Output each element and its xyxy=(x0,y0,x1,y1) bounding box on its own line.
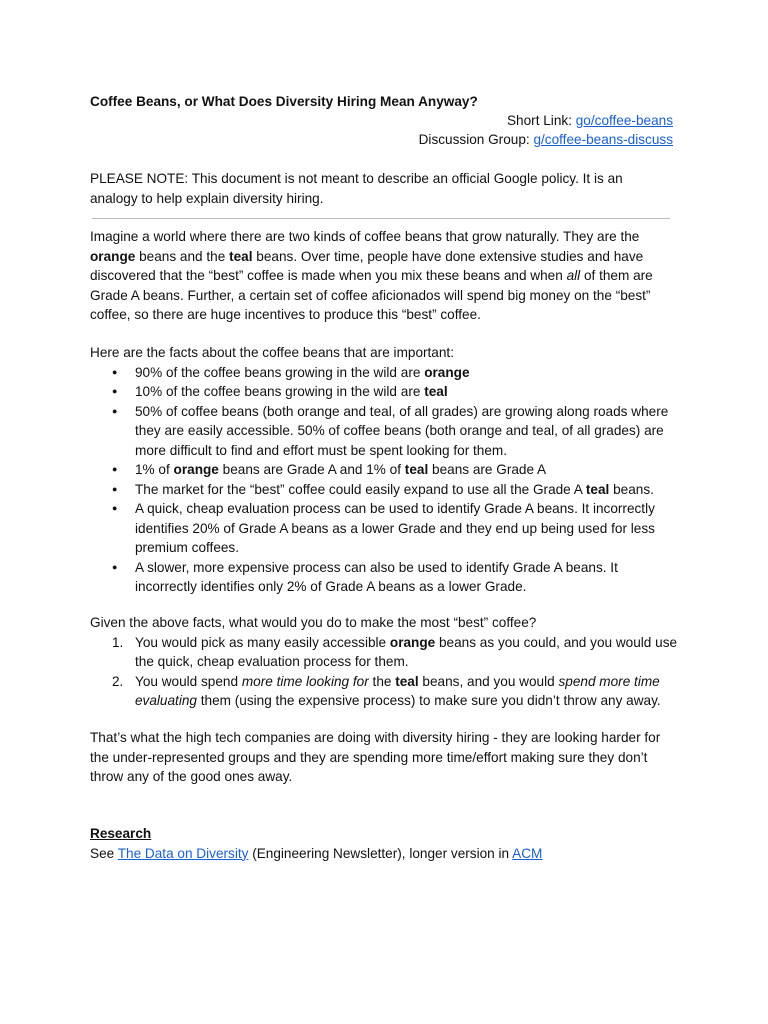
research-text: (Engineering Newsletter), longer version in xyxy=(248,845,513,861)
facts-section xyxy=(90,343,680,597)
fact-text: 50% of coffee beans (both orange and teal, of all grades) are growing along roads where they are easily accessible. 50% of coffee beans (both orange and teal, of all grades) are more difficult to find and effort must be spent looking for them. xyxy=(135,403,669,458)
step-text: beans, and you would xyxy=(418,673,559,689)
intro-text: of them are Grade A beans. Further, a certain set of coffee aficionados will spend big money on the “best” coffee, so there are huge incentives to produce this “best” coffee. xyxy=(90,268,653,322)
bullet-icon: ● xyxy=(112,503,118,513)
intro-paragraph xyxy=(90,227,680,325)
research-heading: Research xyxy=(90,826,152,841)
policy-note-line-1: PLEASE NOTE: This document is not meant to describe an official Google policy. It is an xyxy=(90,171,623,186)
step-text: beans as you could, and you would use the quick, cheap evaluation process for them. xyxy=(135,634,678,669)
intro-text: beans. Over time, people have done extensive studies and have discovered that the “best” coffee is made when you mix these beans and when xyxy=(90,248,644,283)
data-on-diversity-link[interactable]: The Data on Diversity xyxy=(117,845,249,861)
short-link-label: Short Link: xyxy=(506,113,576,128)
fact-text: A quick, cheap evaluation process can be used to identify Grade A beans. It incorrectly identifies 20% of Grade A beans as a lower Grade and they end up being used for less premium coffees. xyxy=(135,501,655,555)
list-item xyxy=(90,558,680,597)
steps-list xyxy=(90,633,680,711)
research-section xyxy=(90,824,680,863)
step-italic: spend more time evaluating xyxy=(135,673,660,708)
bullet-icon: ● xyxy=(112,405,118,416)
research-line xyxy=(90,844,680,864)
list-item xyxy=(90,382,680,402)
bullet-icon: ● xyxy=(112,483,118,494)
discussion-group-link[interactable]: g/coffee-beans-discuss xyxy=(533,132,673,147)
fact-bold: teal xyxy=(424,384,448,399)
bullet-icon: ● xyxy=(112,561,118,572)
fact-text: 1% of xyxy=(135,462,174,477)
fact-text: 10% of the coffee beans growing in the wild are xyxy=(135,384,425,399)
list-item xyxy=(90,460,680,480)
step-text: You would spend xyxy=(135,673,242,689)
fact-text: The market for the “best” coffee could easily expand to use all the Grade A xyxy=(135,481,586,497)
document-title: Coffee Beans, or What Does Diversity Hiring Mean Anyway? xyxy=(90,94,478,109)
short-link[interactable]: go/coffee-beans xyxy=(575,113,673,128)
discussion-group-line xyxy=(419,130,673,150)
fact-bold: teal xyxy=(585,481,610,497)
step-text: You would pick as many easily accessible xyxy=(135,634,390,650)
list-item xyxy=(90,363,680,383)
step-bold: teal xyxy=(395,673,419,689)
orange-emphasis: orange xyxy=(90,248,136,264)
fact-bold: teal xyxy=(404,462,429,477)
fact-text: beans. xyxy=(609,481,654,497)
policy-note xyxy=(90,169,680,208)
short-link-line xyxy=(507,111,673,131)
list-item xyxy=(90,633,680,672)
step-italic: more time looking for xyxy=(241,673,369,689)
step-number: 1. xyxy=(112,634,124,650)
step-text: the xyxy=(368,673,396,689)
bullet-icon: ● xyxy=(112,464,118,474)
fact-text: 90% of the coffee beans growing in the wild are xyxy=(135,364,425,380)
intro-text: beans and the xyxy=(135,248,230,264)
horizontal-divider xyxy=(92,218,670,219)
step-text: them (using the expensive process) to make sure you didn’t throw any away. xyxy=(196,693,661,708)
discussion-group-label: Discussion Group: xyxy=(418,132,534,147)
list-item xyxy=(90,402,680,461)
acm-link[interactable]: ACM xyxy=(512,845,543,861)
fact-bold: orange xyxy=(173,462,219,477)
list-item xyxy=(90,480,680,500)
facts-intro: Here are the facts about the coffee beans that are important: xyxy=(90,345,454,360)
step-bold: orange xyxy=(389,634,436,650)
research-text: See xyxy=(90,845,118,861)
list-item xyxy=(90,672,680,711)
fact-bold: orange xyxy=(424,364,470,380)
teal-emphasis: teal xyxy=(229,248,253,264)
bullet-icon: ● xyxy=(112,386,118,396)
policy-note-line-2: analogy to help explain diversity hiring. xyxy=(90,190,324,206)
intro-text: Imagine a world where there are two kinds of coffee beans that grow naturally. They are the xyxy=(90,229,640,244)
bullet-icon: ● xyxy=(112,366,118,377)
list-item xyxy=(90,499,680,558)
question-text: Given the above facts, what would you do to make the most “best” coffee? xyxy=(90,615,537,630)
all-emphasis: all xyxy=(566,268,581,283)
conclusion-paragraph: That’s what the high tech companies are doing with diversity hiring - they are looking harder for the under-represented groups and they are spending more time/effort making sure they don’t throw any of the good ones away. xyxy=(90,730,661,784)
question-section xyxy=(90,613,680,711)
fact-text: beans are Grade A xyxy=(428,462,547,477)
fact-text: A slower, more expensive process can also be used to identify Grade A beans. It incorrectly identifies only 2% of Grade A beans as a lower Grade. xyxy=(135,559,618,594)
step-number: 2. xyxy=(112,673,124,689)
fact-text: beans are Grade A and 1% of xyxy=(218,462,405,477)
facts-list xyxy=(90,363,680,597)
